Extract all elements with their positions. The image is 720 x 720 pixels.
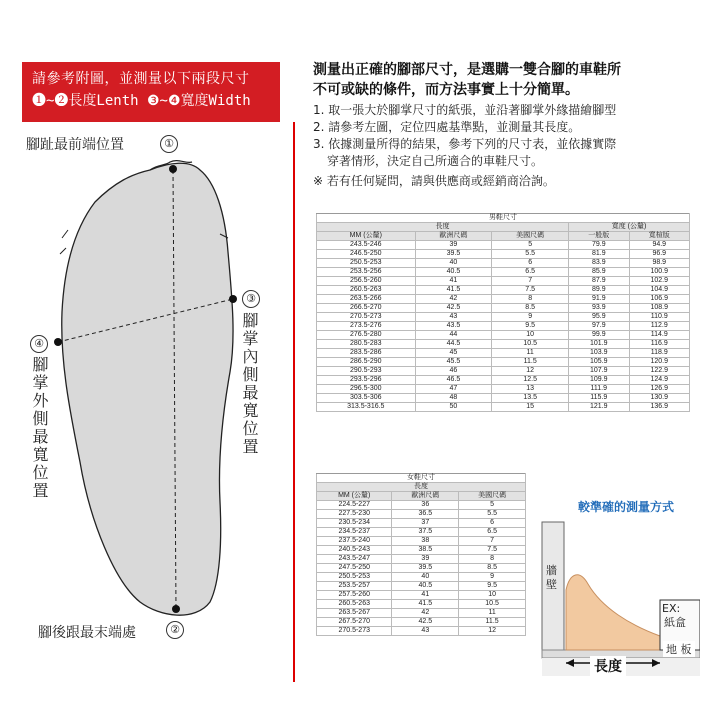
men-table-cell: 107.9 xyxy=(569,367,629,376)
women-table-cell: 260.5-263 xyxy=(317,600,392,609)
men-table-cell: 45 xyxy=(415,349,492,358)
foot-side-view xyxy=(566,575,667,650)
intro-title xyxy=(313,60,713,100)
step-3a: 3. 依據測量所得的結果，參考下列的尺寸表，並依據實際 xyxy=(313,137,617,151)
women-table-cell: 250.5-253 xyxy=(317,573,392,582)
men-table-row xyxy=(317,358,690,367)
intro-steps xyxy=(313,102,713,190)
women-table-row xyxy=(317,537,526,546)
men-table-cell: 114.9 xyxy=(629,331,689,340)
women-table-row xyxy=(317,546,526,555)
men-width-header: 寬度 (公釐) xyxy=(569,223,690,232)
length-label: 長度 xyxy=(590,656,626,676)
men-table-cell: 40 xyxy=(415,259,492,268)
women-table-cell: 11 xyxy=(459,609,526,618)
women-table-row xyxy=(317,618,526,627)
women-table-row xyxy=(317,573,526,582)
intro-title-line-2: 不可或缺的條件，而方法事實上十分簡單。 xyxy=(313,82,579,98)
men-table-cell: 96.9 xyxy=(629,250,689,259)
men-table-cell: 46.5 xyxy=(415,376,492,385)
men-table-cell: 39 xyxy=(415,241,492,250)
women-table-cell: 240.5-243 xyxy=(317,546,392,555)
men-table-cell: 105.9 xyxy=(569,358,629,367)
women-table-cell: 38 xyxy=(392,537,459,546)
men-col-header: MM (公釐) xyxy=(317,232,416,241)
women-table-title: 女鞋尺寸 xyxy=(317,474,526,483)
women-table-row xyxy=(317,528,526,537)
point-3-dot xyxy=(229,295,237,303)
women-col-header: 歐洲尺碼 xyxy=(392,492,459,501)
men-table-cell: 293.5-296 xyxy=(317,376,416,385)
men-table-cell: 5.5 xyxy=(492,250,569,259)
note: ※ 若有任何疑問，請與供應商或經銷商洽詢。 xyxy=(313,174,555,188)
men-table-cell: 103.9 xyxy=(569,349,629,358)
women-table-cell: 42.5 xyxy=(392,618,459,627)
men-table-cell: 81.9 xyxy=(569,250,629,259)
men-table-cell: 95.9 xyxy=(569,313,629,322)
women-table-cell: 10.5 xyxy=(459,600,526,609)
women-table-cell: 5.5 xyxy=(459,510,526,519)
men-table-cell: 106.9 xyxy=(629,295,689,304)
men-table-cell: 116.9 xyxy=(629,340,689,349)
men-table-cell: 9.5 xyxy=(492,322,569,331)
men-table-cell: 115.9 xyxy=(569,394,629,403)
women-table-cell: 10 xyxy=(459,591,526,600)
men-table-cell: 286.5-290 xyxy=(317,358,416,367)
men-table-cell: 46 xyxy=(415,367,492,376)
men-table-cell: 108.9 xyxy=(629,304,689,313)
men-table-cell: 89.9 xyxy=(569,286,629,295)
men-table-row xyxy=(317,322,690,331)
men-table-cell: 112.9 xyxy=(629,322,689,331)
women-table-cell: 234.5-237 xyxy=(317,528,392,537)
women-table-cell: 39 xyxy=(392,555,459,564)
men-table-cell: 6 xyxy=(492,259,569,268)
women-table-row xyxy=(317,510,526,519)
heel-label: 腳後跟最末端處 xyxy=(38,625,136,641)
women-table-row xyxy=(317,582,526,591)
men-table-cell: 6.5 xyxy=(492,268,569,277)
women-table-cell: 8 xyxy=(459,555,526,564)
women-table-cell: 5 xyxy=(459,501,526,510)
outer-width-label: 腳掌外側最寬位置 xyxy=(30,356,49,500)
women-table-cell: 267.5-270 xyxy=(317,618,392,627)
men-table-row xyxy=(317,403,690,412)
men-table-cell: 290.5-293 xyxy=(317,367,416,376)
men-table-row xyxy=(317,259,690,268)
women-table-row xyxy=(317,627,526,636)
men-table-cell: 109.9 xyxy=(569,376,629,385)
men-table-row xyxy=(317,304,690,313)
women-table-cell: 270.5-273 xyxy=(317,627,392,636)
women-table-cell: 40 xyxy=(392,573,459,582)
women-table-cell: 257.5-260 xyxy=(317,591,392,600)
women-table-cell: 38.5 xyxy=(392,546,459,555)
women-table-cell: 12 xyxy=(459,627,526,636)
women-table-cell: 39.5 xyxy=(392,564,459,573)
men-table-cell: 45.5 xyxy=(415,358,492,367)
women-table-row xyxy=(317,591,526,600)
men-table-cell: 121.9 xyxy=(569,403,629,412)
men-table-cell: 100.9 xyxy=(629,268,689,277)
men-table-cell: 111.9 xyxy=(569,385,629,394)
men-table-cell: 40.5 xyxy=(415,268,492,277)
men-table-cell: 94.9 xyxy=(629,241,689,250)
women-table-cell: 11.5 xyxy=(459,618,526,627)
men-table-cell: 253.5-256 xyxy=(317,268,416,277)
men-table-row xyxy=(317,394,690,403)
men-table-cell: 48 xyxy=(415,394,492,403)
men-table-cell: 41 xyxy=(415,277,492,286)
toe-label: 腳趾最前端位置 xyxy=(26,137,124,153)
men-table-cell: 273.5-276 xyxy=(317,322,416,331)
men-table-cell: 122.9 xyxy=(629,367,689,376)
men-table-row xyxy=(317,250,690,259)
men-table-row xyxy=(317,340,690,349)
women-table-cell: 43 xyxy=(392,627,459,636)
men-table-cell: 101.9 xyxy=(569,340,629,349)
women-table-cell: 247.5-250 xyxy=(317,564,392,573)
point-2-label: ② xyxy=(166,621,184,639)
men-table-cell: 102.9 xyxy=(629,277,689,286)
men-table-cell: 13.5 xyxy=(492,394,569,403)
men-table-cell: 44.5 xyxy=(415,340,492,349)
men-table-cell: 98.9 xyxy=(629,259,689,268)
point-1-dot xyxy=(169,165,177,173)
men-col-header: 一般版 xyxy=(569,232,629,241)
women-col-header: 美國尺碼 xyxy=(459,492,526,501)
women-table-cell: 36.5 xyxy=(392,510,459,519)
point-3-label: ③ xyxy=(242,290,260,308)
men-table-row xyxy=(317,268,690,277)
men-col-header: 寬楦版 xyxy=(629,232,689,241)
men-table-cell: 93.9 xyxy=(569,304,629,313)
point-4-dot xyxy=(54,338,62,346)
men-table-cell: 7 xyxy=(492,277,569,286)
men-table-cell: 5 xyxy=(492,241,569,250)
men-table-cell: 41.5 xyxy=(415,286,492,295)
men-table-cell: 13 xyxy=(492,385,569,394)
men-table-cell: 276.5-280 xyxy=(317,331,416,340)
men-table-cell: 270.5-273 xyxy=(317,313,416,322)
women-col-header: MM (公釐) xyxy=(317,492,392,501)
women-table-cell: 6 xyxy=(459,519,526,528)
men-table-row xyxy=(317,376,690,385)
point-2-dot xyxy=(172,605,180,613)
men-table-cell: 243.5-246 xyxy=(317,241,416,250)
point-4-label: ④ xyxy=(30,335,48,353)
men-table-cell: 130.9 xyxy=(629,394,689,403)
women-table-cell: 243.5-247 xyxy=(317,555,392,564)
men-table-cell: 256.5-260 xyxy=(317,277,416,286)
men-table-cell: 7.5 xyxy=(492,286,569,295)
diagram-title: 較準確的測量方式 xyxy=(578,500,675,514)
women-table-cell: 9 xyxy=(459,573,526,582)
step-3b: 穿著情形，決定自己所適合的車鞋尺寸。 xyxy=(327,154,544,168)
men-table-cell: 120.9 xyxy=(629,358,689,367)
men-table-row xyxy=(317,277,690,286)
men-table-cell: 266.5-270 xyxy=(317,304,416,313)
intro-title-line-1: 測量出正確的腳部尺寸，是選購一雙合腳的車鞋所 xyxy=(313,62,621,78)
men-table-cell: 99.9 xyxy=(569,331,629,340)
men-table-cell: 11 xyxy=(492,349,569,358)
men-table-cell: 250.5-253 xyxy=(317,259,416,268)
men-table-cell: 296.5-300 xyxy=(317,385,416,394)
men-table-cell: 280.5-283 xyxy=(317,340,416,349)
women-table-cell: 9.5 xyxy=(459,582,526,591)
banner-line-2: ❶~❷長度Lenth ❸~❹寬度Width xyxy=(32,93,251,109)
women-table-row xyxy=(317,555,526,564)
men-table-cell: 83.9 xyxy=(569,259,629,268)
men-table-cell: 10 xyxy=(492,331,569,340)
men-table-title: 男鞋尺寸 xyxy=(317,214,690,223)
women-table-row xyxy=(317,609,526,618)
men-table-row xyxy=(317,385,690,394)
men-table-cell: 43 xyxy=(415,313,492,322)
men-table-cell: 97.9 xyxy=(569,322,629,331)
men-table-cell: 12.5 xyxy=(492,376,569,385)
men-table-cell: 39.5 xyxy=(415,250,492,259)
women-table-cell: 37 xyxy=(392,519,459,528)
men-table-cell: 104.9 xyxy=(629,286,689,295)
women-table-cell: 7 xyxy=(459,537,526,546)
women-table-cell: 224.5-227 xyxy=(317,501,392,510)
men-table-cell: 44 xyxy=(415,331,492,340)
women-table-row xyxy=(317,600,526,609)
women-table-cell: 41 xyxy=(392,591,459,600)
men-table-cell: 136.9 xyxy=(629,403,689,412)
instruction-banner xyxy=(22,62,280,122)
women-table-cell: 6.5 xyxy=(459,528,526,537)
foot-shape xyxy=(62,163,233,615)
women-table-cell: 42 xyxy=(392,609,459,618)
men-table-cell: 118.9 xyxy=(629,349,689,358)
men-table-row xyxy=(317,331,690,340)
men-table-cell: 50 xyxy=(415,403,492,412)
women-table-cell: 36 xyxy=(392,501,459,510)
point-1-label: ① xyxy=(160,135,178,153)
men-length-header: 長度 xyxy=(317,223,569,232)
men-table-cell: 303.5-306 xyxy=(317,394,416,403)
men-table-row xyxy=(317,313,690,322)
men-table-row xyxy=(317,295,690,304)
men-table-cell: 283.5-286 xyxy=(317,349,416,358)
floor-label: 地 板 xyxy=(663,641,695,657)
men-table-cell: 246.5-250 xyxy=(317,250,416,259)
men-table-row xyxy=(317,241,690,250)
men-table-row xyxy=(317,349,690,358)
banner-line-1: 請參考附圖，並測量以下兩段尺寸 xyxy=(32,71,250,87)
women-table-row xyxy=(317,564,526,573)
women-table-cell: 263.5-267 xyxy=(317,609,392,618)
men-table-cell: 313.5-316.5 xyxy=(317,403,416,412)
men-table-cell: 47 xyxy=(415,385,492,394)
men-table-cell: 9 xyxy=(492,313,569,322)
men-table-row xyxy=(317,367,690,376)
men-col-header: 歐洲尺碼 xyxy=(415,232,492,241)
step-1: 1. 取一張大於腳掌尺寸的紙張，並沿著腳掌外緣描繪腳型 xyxy=(313,103,617,117)
men-table-cell: 87.9 xyxy=(569,277,629,286)
men-table-cell: 263.5-266 xyxy=(317,295,416,304)
women-length-header: 長度 xyxy=(317,483,526,492)
men-table-cell: 10.5 xyxy=(492,340,569,349)
ex-label-line-2: 紙盒 xyxy=(664,616,686,629)
women-table-row xyxy=(317,519,526,528)
men-table-cell: 8.5 xyxy=(492,304,569,313)
men-table-cell: 12 xyxy=(492,367,569,376)
men-table-cell: 110.9 xyxy=(629,313,689,322)
women-table-cell: 253.5-257 xyxy=(317,582,392,591)
men-table-cell: 85.9 xyxy=(569,268,629,277)
men-table-cell: 126.9 xyxy=(629,385,689,394)
men-table-cell: 15 xyxy=(492,403,569,412)
men-table-cell: 11.5 xyxy=(492,358,569,367)
men-table-cell: 260.5-263 xyxy=(317,286,416,295)
women-table-cell: 8.5 xyxy=(459,564,526,573)
women-table-cell: 41.5 xyxy=(392,600,459,609)
women-table-cell: 37.5 xyxy=(392,528,459,537)
men-table-row xyxy=(317,286,690,295)
men-table-cell: 42 xyxy=(415,295,492,304)
women-table-cell: 227.5-230 xyxy=(317,510,392,519)
men-table-cell: 8 xyxy=(492,295,569,304)
men-col-header: 美國尺碼 xyxy=(492,232,569,241)
men-table-cell: 79.9 xyxy=(569,241,629,250)
men-table-cell: 124.9 xyxy=(629,376,689,385)
men-table-cell: 42.5 xyxy=(415,304,492,313)
women-table-cell: 230.5-234 xyxy=(317,519,392,528)
ex-label-line-1: EX: xyxy=(662,602,681,615)
women-table-cell: 237.5-240 xyxy=(317,537,392,546)
women-table-cell: 7.5 xyxy=(459,546,526,555)
men-table-cell: 43.5 xyxy=(415,322,492,331)
wall-label: 牆壁 xyxy=(546,564,557,591)
women-table-row xyxy=(317,501,526,510)
inner-width-label: 腳掌內側最寬位置 xyxy=(240,312,259,456)
women-size-table xyxy=(316,473,526,636)
women-table-cell: 40.5 xyxy=(392,582,459,591)
men-table-cell: 91.9 xyxy=(569,295,629,304)
step-2: 2. 請參考左圖，定位四處基準點，並測量其長度。 xyxy=(313,120,581,134)
men-size-table xyxy=(316,213,690,412)
